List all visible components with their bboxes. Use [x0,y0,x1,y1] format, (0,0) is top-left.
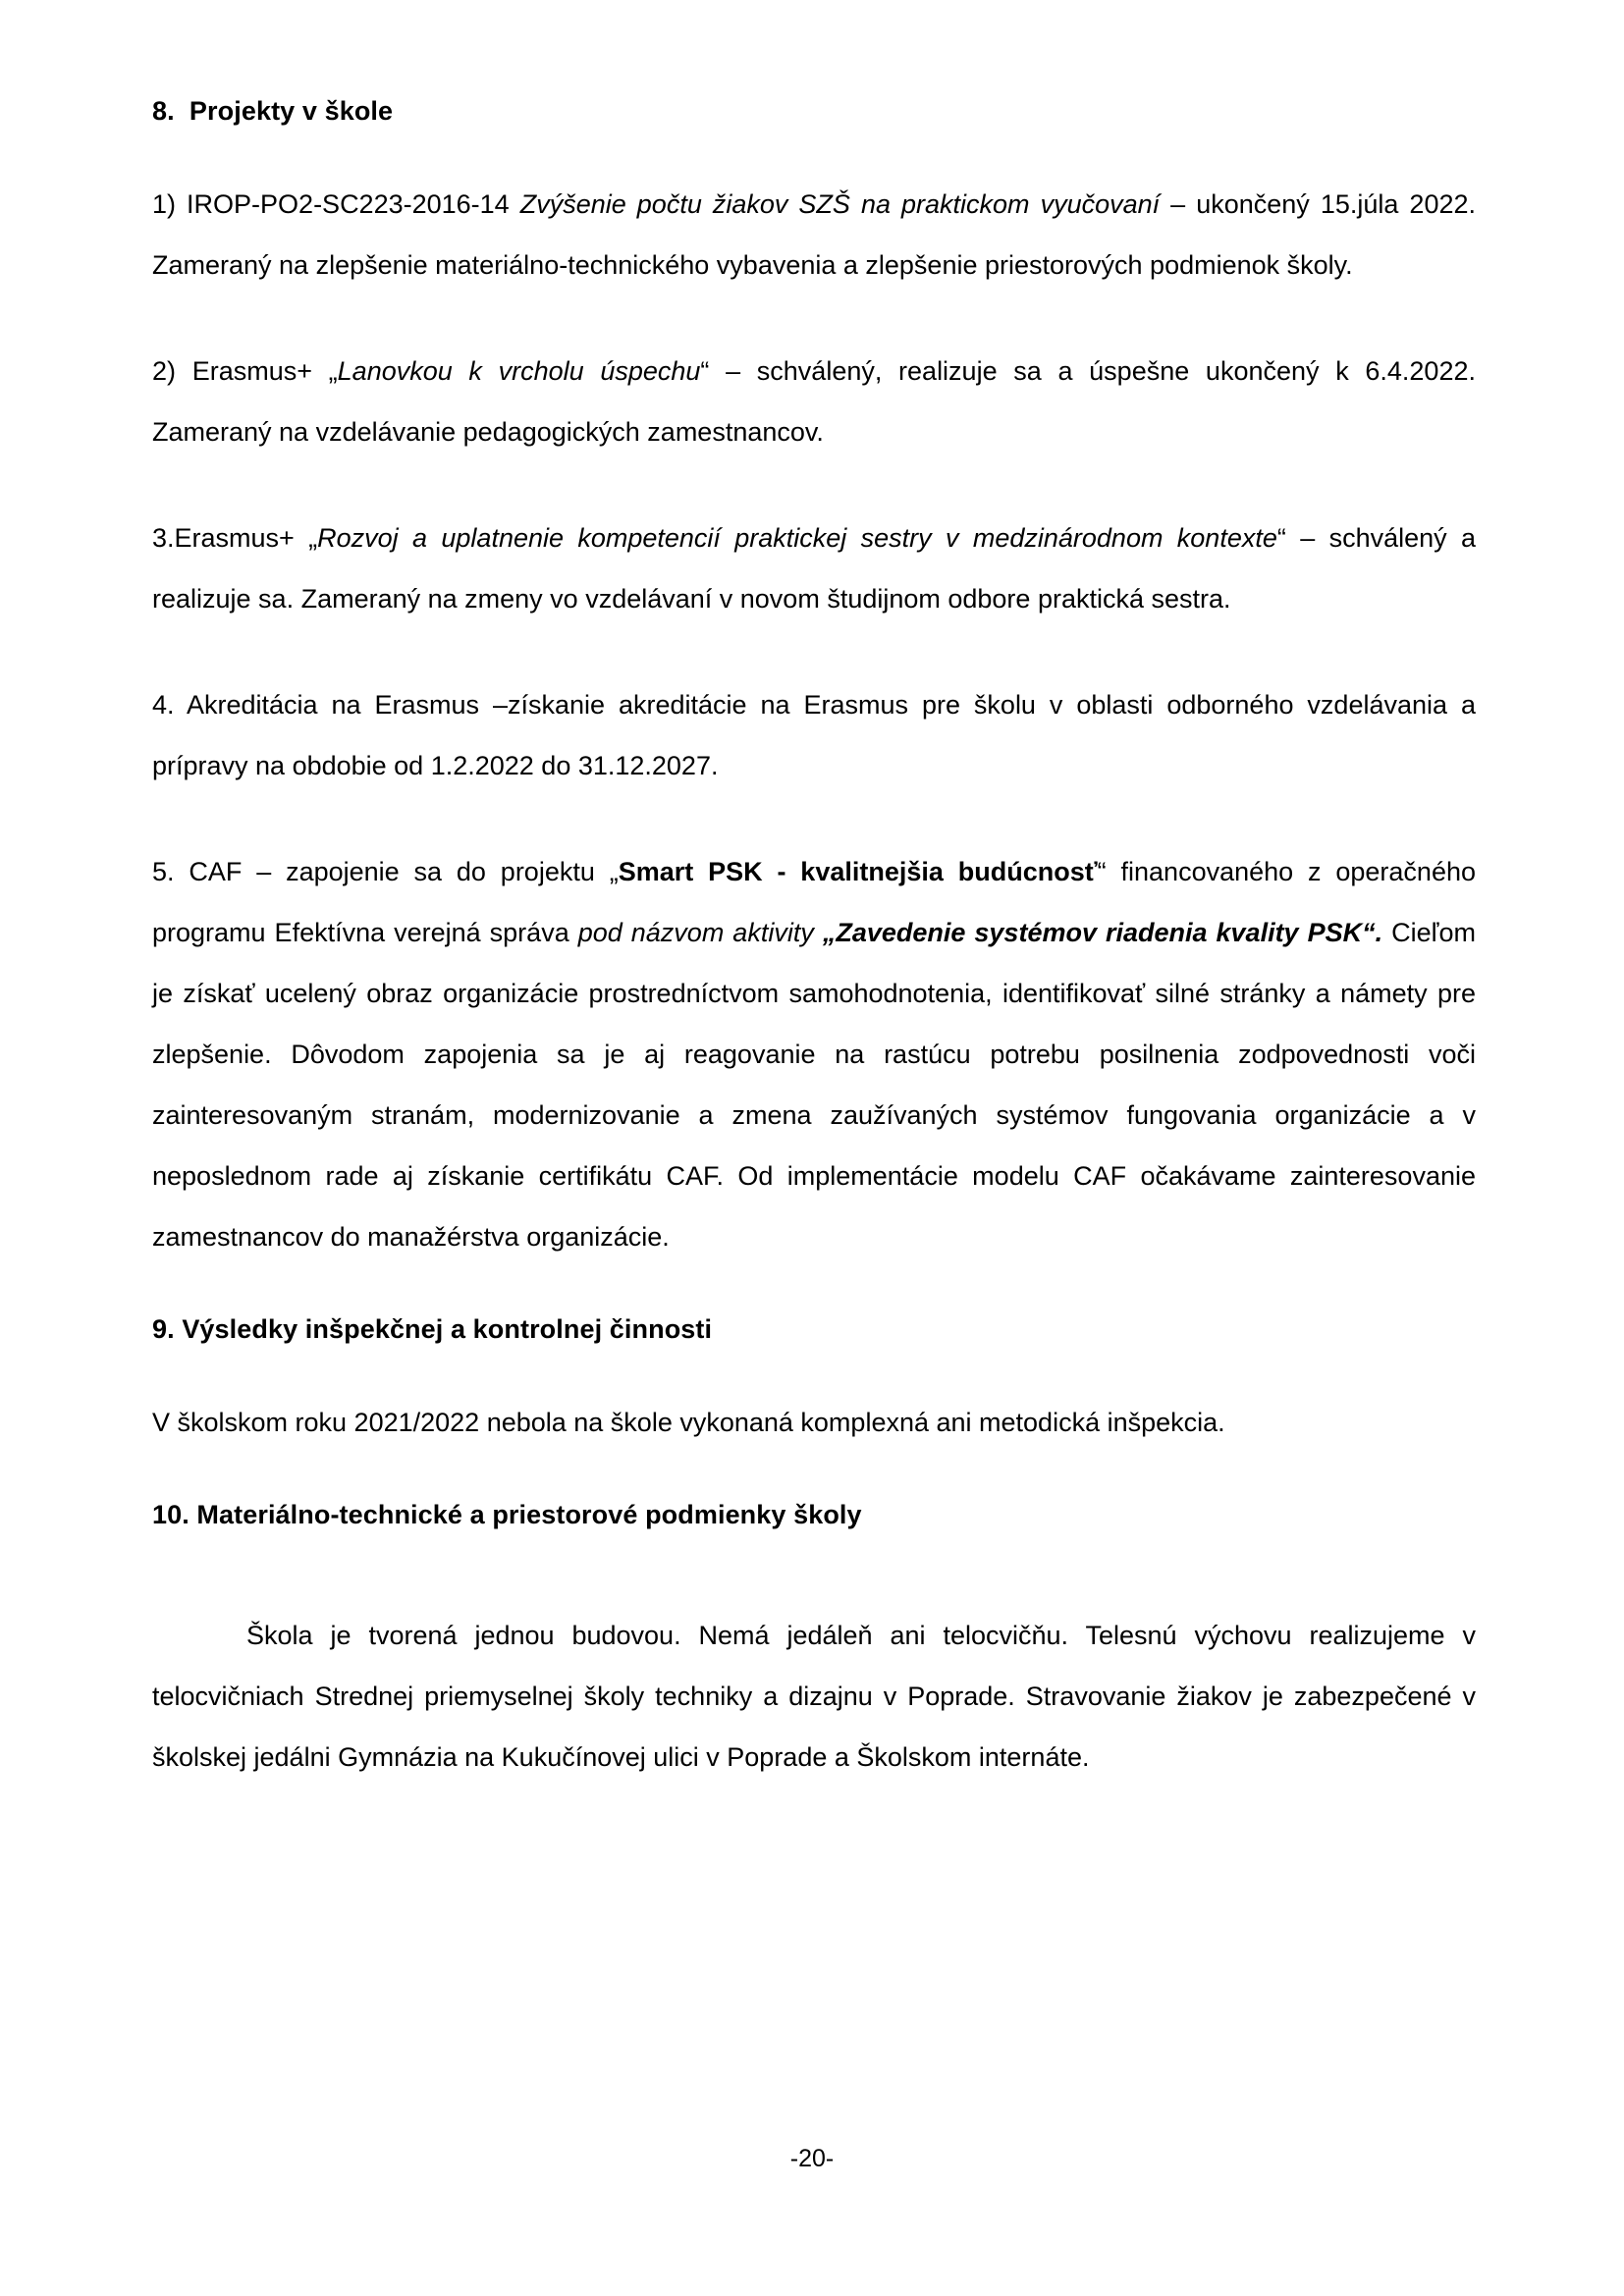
paragraph-project-5 [152,841,1476,1267]
paragraph-project-1 [152,174,1476,295]
project-3-rest: “ – schválený a realizuje sa. Zameraný na zmeny vo vzdelávaní v novom študijnom odbore praktická sestra. [152,523,1476,614]
heading-section-8: 8. Projekty v škole [152,96,394,126]
heading-section-10: 10. Materiálno-technické a priestorové podmienky školy [152,1500,862,1530]
project-2-rest: “ – schválený, realizuje sa a úspešne ukončený k 6.4.2022. Zameraný na vzdelávanie pedagogických zamestnancov. [152,356,1476,448]
paragraph-project-3 [152,507,1476,629]
paragraph-section-10: Škola je tvorená jednou budovou. Nemá jedáleň ani telocvičňu. Telesnú výchovu realizujeme v telocvičniach Strednej priemyselnej školy techniky a dizajnu v Poprade. Stravovanie žiakov je zabezpečené v školskej jedálni Gymnázia na Kukučínovej ulici v Poprade a Školskom internáte. [152,1621,1476,1773]
project-1-lead: 1) IROP-PO2-SC223-2016-14 [152,189,520,220]
project-3-title: Rozvoj a uplatnenie kompetencií praktickej sestry v medzinárodnom kontexte [317,523,1277,554]
project-5-rest: Cieľom je získať ucelený obraz organizácie prostredníctvom samohodnotenia, identifikovať silné stránky a námety pre zlepšenie. Dôvodom zapojenia sa je aj reagovanie na rastúcu potrebu posilnenia zodpovednosti voči zainteresovaným stranám, modernizovanie a zmena zaužívaných systémov fungovania organizácie a v neposlednom rade aj získanie certifikátu CAF. Od implementácie modelu CAF očakávame zainteresovanie zamestnancov do manažérstva organizácie. [152,918,1477,1253]
project-2-lead: 2) Erasmus+ „ [152,356,338,387]
heading-section-9: 9. Výsledky inšpekčnej a kontrolnej činnosti [152,1314,713,1345]
project-5-italic-phrase: pod názvom aktivity [577,918,814,948]
page-content [152,94,1476,1788]
project-5-mid-2 [814,918,823,947]
project-1-title: Zvýšenie počtu žiakov SZŠ na praktickom vyučovaní [519,189,1161,220]
project-5-mid-1: “ financovaného z operačného programu Efektívna verejná správa [152,857,1476,948]
paragraph-project-4: 4. Akreditácia na Erasmus –získanie akreditácie na Erasmus pre školu v oblasti odborného vzdelávania a prípravy na obdobie od 1.2.2022 do 31.12.2027. [152,690,1476,781]
project-1-rest: – ukončený 15.júla 2022. Zameraný na zlepšenie materiálno-technického vybavenia a zlepšenie priestorových podmienok školy. [152,189,1476,281]
project-5-bold-italic-title: „Zavedenie systémov riadenia kvality PSK“. [822,918,1383,948]
paragraph-project-2 [152,341,1476,462]
project-5-lead: 5. CAF – zapojenie sa do projektu „ [152,857,619,887]
project-5-bold-title: Smart PSK - kvalitnejšia budúcnosť [618,857,1098,887]
project-2-title: Lanovkou k vrcholu úspechu [337,356,701,387]
page-number: -20- [789,2145,835,2172]
paragraph-section-9: V školskom roku 2021/2022 nebola na škole vykonaná komplexná ani metodická inšpekcia. [152,1408,1225,1438]
project-3-lead: 3.Erasmus+ „ [152,523,318,554]
